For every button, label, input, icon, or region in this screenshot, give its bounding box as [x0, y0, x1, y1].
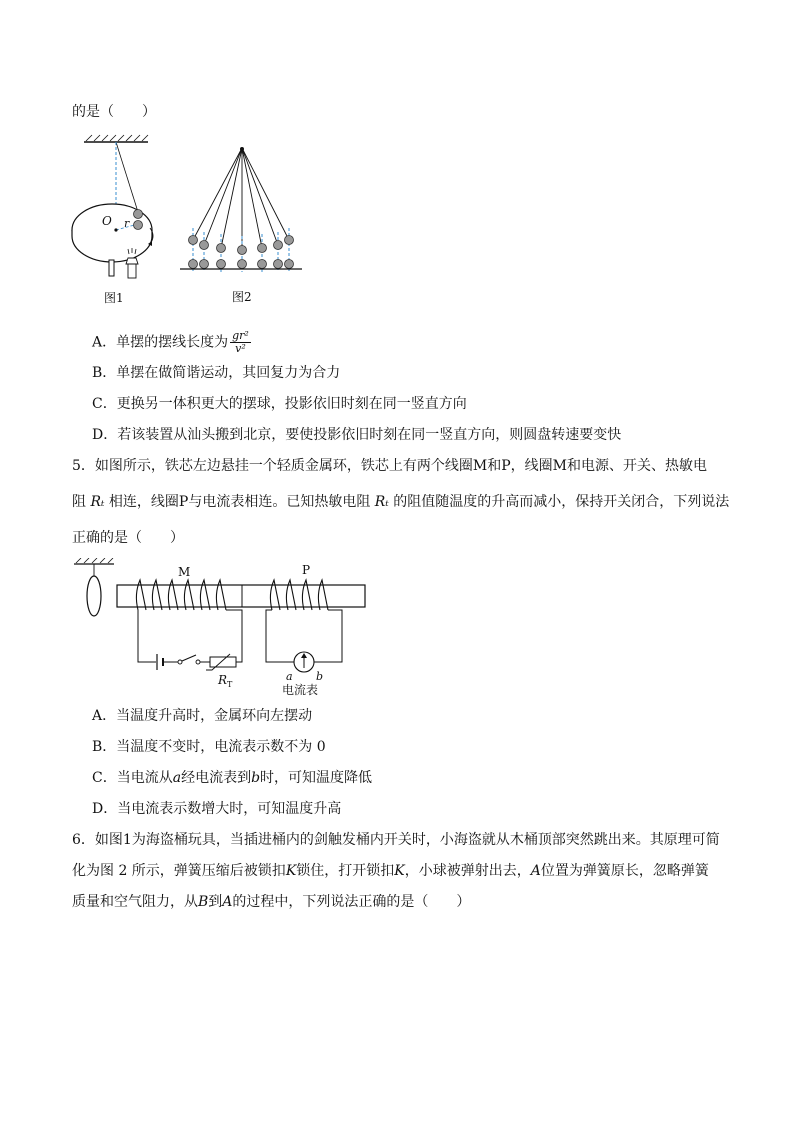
q5-option-c: C．当电流从a经电流表到b时，可知温度降低 — [92, 770, 373, 786]
q5-option-a: A．当温度升高时，金属环向左摆动 — [92, 708, 313, 724]
q5-stem-line1: 5．如图所示，铁芯左边悬挂一个轻质金属环，铁芯上有两个线圈M和P，线圈M和电源、开关、热敏电 — [72, 458, 707, 474]
q5-stem-line3: 正确的是（ ） — [72, 530, 184, 546]
q6-stem-line1: 6．如图1为海盗桶玩具，当插进桶内的剑触发桶内开关时，小海盗就从木桶顶部突然跳出来。其原理可简 — [72, 832, 720, 848]
label-ammeter: 电流表 — [282, 683, 319, 697]
fig1-label-O: O — [102, 214, 112, 228]
fig1-caption: 图1 — [104, 291, 124, 305]
label-b: b — [316, 670, 324, 683]
q4-tail: 的是（ ） — [72, 104, 156, 120]
q5-option-d: D．当电流表示数增大时，可知温度升高 — [92, 801, 342, 817]
q5-stem-line2: 阻 Rₜ 相连，线圈P与电流表相连。已知热敏电阻 Rₜ 的阻值随温度的升高而减小，保持开关闭合，下列说法 — [72, 494, 730, 510]
figure-1-pendulum-disk — [62, 132, 172, 312]
q4-option-a: A．单摆的摆线长度为 $\frac{\text{gr²}}{\text{v²}}$ — [92, 329, 249, 355]
label-M: M — [178, 565, 191, 579]
figure-2-pendulum-fan — [174, 140, 314, 310]
label-a: a — [286, 670, 293, 683]
label-P: P — [302, 563, 311, 577]
figure-q5-iron-core-circuit — [70, 558, 380, 698]
q4-option-b: B．单摆在做简谐运动，其回复力为合力 — [92, 365, 341, 381]
iron-core — [117, 585, 365, 607]
q5-option-b: B．当温度不变时，电流表示数不为 0 — [92, 739, 326, 755]
label-RT: $R_T$ — [218, 673, 233, 689]
q6-stem-line2: 化为图 2 所示，弹簧压缩后被锁扣K锁住，打开锁扣K，小球被弹射出去，A位置为弹簧原长，忽略弹簧 — [72, 863, 709, 879]
fig2-caption: 图2 — [232, 290, 252, 304]
fig1-label-r: r — [124, 217, 130, 230]
q4-option-c: C．更换另一体积更大的摆球，投影依旧时刻在同一竖直方向 — [92, 396, 467, 412]
q4-option-d: D．若该装置从汕头搬到北京，要使投影依旧时刻在同一竖直方向，则圆盘转速要变快 — [92, 427, 622, 443]
thermistor — [210, 657, 236, 667]
metal-ring — [87, 576, 101, 616]
q6-stem-line3: 质量和空气阻力，从B到A的过程中，下列说法正确的是（ ） — [72, 894, 471, 910]
